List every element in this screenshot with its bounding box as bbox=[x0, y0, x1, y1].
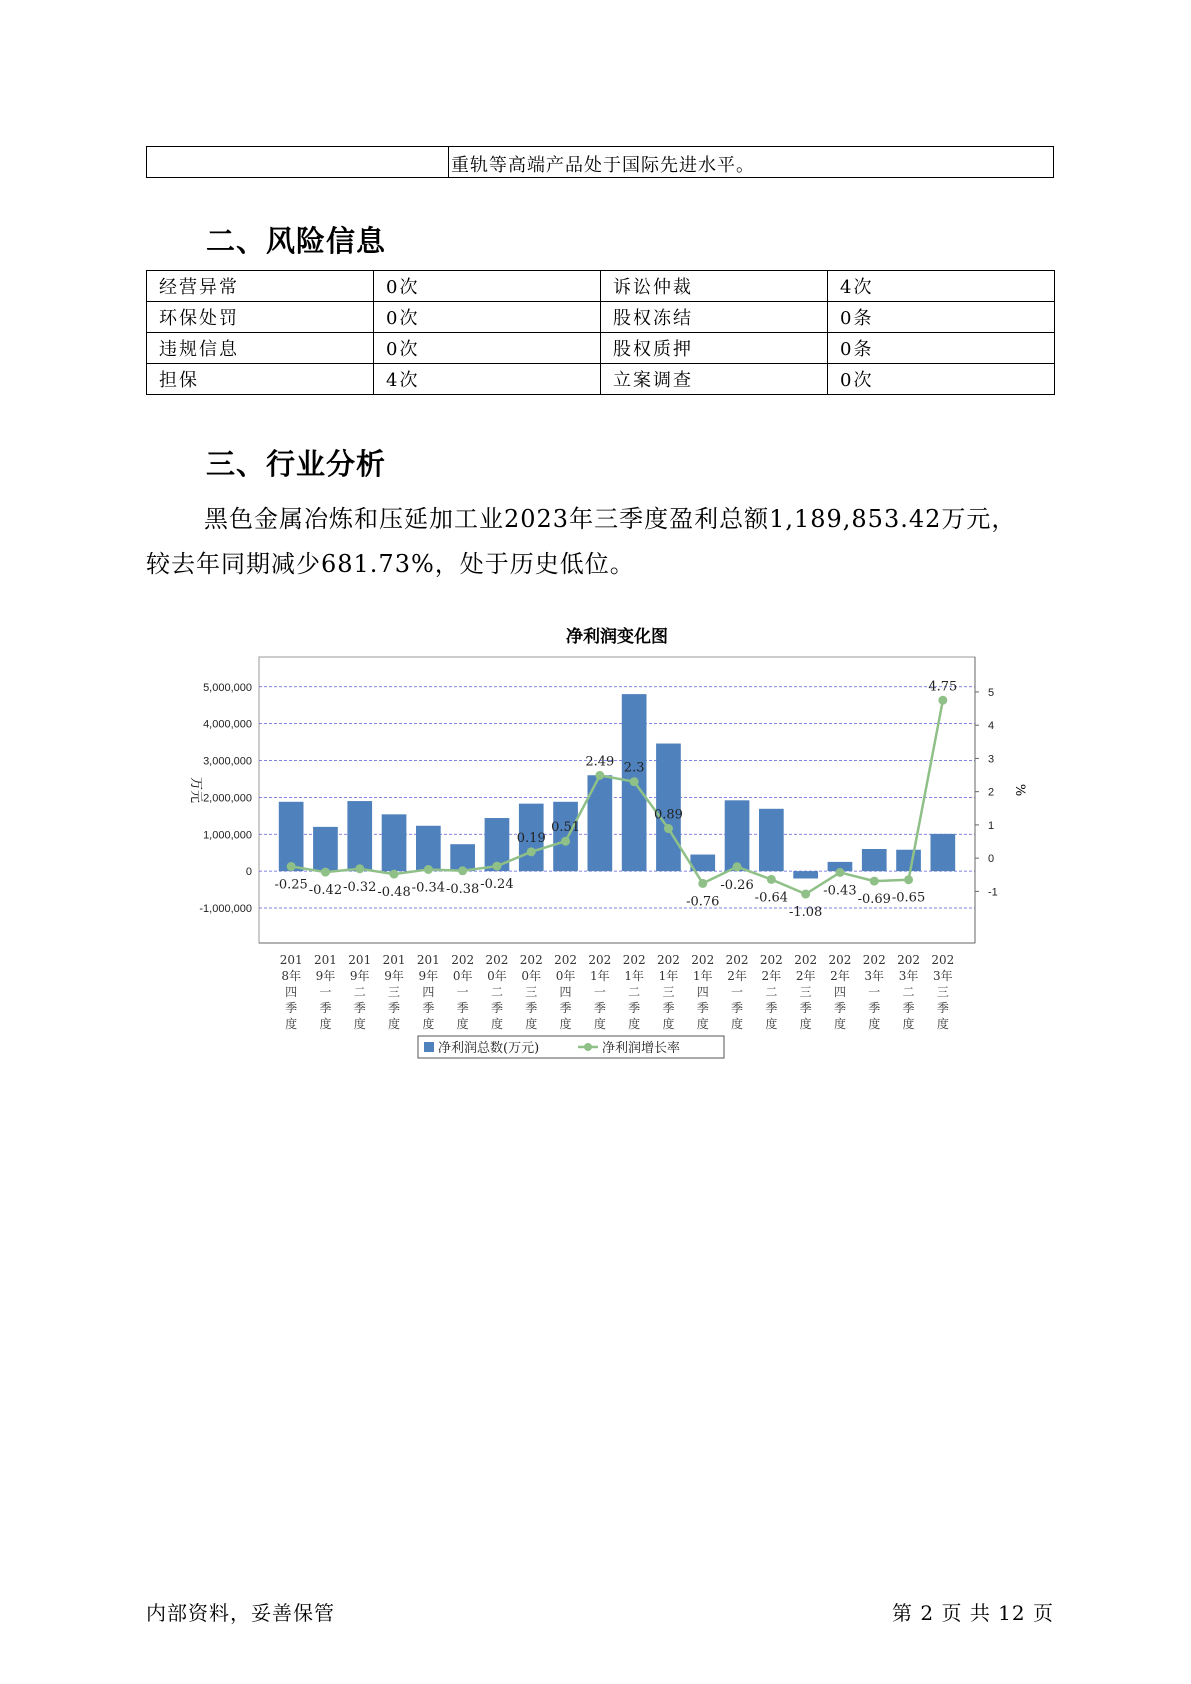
bar bbox=[313, 827, 338, 871]
x-tick-label: 202 bbox=[794, 953, 818, 967]
page-number: 第 2 页 共 12 页 bbox=[892, 1601, 1054, 1625]
x-tick-label: 0年 bbox=[452, 969, 473, 983]
x-tick-label: 202 bbox=[931, 953, 955, 967]
x-tick-label: 季 bbox=[731, 1001, 744, 1015]
x-tick-label: 四 bbox=[285, 985, 298, 999]
x-tick-label: 9年 bbox=[349, 969, 370, 983]
x-tick-label: 度 bbox=[422, 1017, 435, 1031]
risk-label-cell: 违规信息 bbox=[147, 333, 374, 364]
x-tick-label: 2年 bbox=[727, 969, 747, 983]
x-tick-label: 季 bbox=[662, 1001, 675, 1015]
x-tick-label: 202 bbox=[554, 953, 578, 967]
x-tick-label: 202 bbox=[725, 953, 749, 967]
data-label: -0.34 bbox=[411, 880, 446, 896]
x-tick-label: 三 bbox=[799, 985, 812, 999]
x-tick-label: 202 bbox=[759, 953, 783, 967]
data-label: -0.42 bbox=[308, 883, 343, 899]
x-tick-label: 季 bbox=[765, 1001, 778, 1015]
x-tick-label: 季 bbox=[936, 1001, 949, 1015]
x-tick-label: 季 bbox=[422, 1001, 435, 1015]
table-row bbox=[147, 302, 1055, 333]
net-profit-chart bbox=[180, 612, 1027, 1072]
x-tick-label: 8年 bbox=[281, 969, 301, 983]
top-table bbox=[146, 146, 1054, 178]
x-tick-label: 202 bbox=[519, 953, 543, 967]
y2-tick-label: 3 bbox=[988, 753, 995, 766]
data-label: -0.43 bbox=[823, 883, 857, 899]
data-label: -0.64 bbox=[754, 890, 789, 906]
data-label: 0.51 bbox=[551, 820, 581, 836]
x-tick-label: 二 bbox=[765, 985, 778, 999]
data-label: -0.48 bbox=[377, 885, 411, 901]
x-tick-label: 度 bbox=[628, 1017, 641, 1031]
growth-rate-point bbox=[424, 865, 433, 874]
y-tick-label: 5,000,000 bbox=[203, 681, 252, 694]
x-tick-label: 202 bbox=[862, 953, 886, 967]
growth-rate-point bbox=[321, 868, 330, 877]
x-tick-label: 度 bbox=[456, 1017, 469, 1031]
y-axis-label: 万元 bbox=[188, 776, 203, 804]
data-label: 0.89 bbox=[653, 807, 683, 823]
x-tick-label: 度 bbox=[319, 1017, 332, 1031]
x-tick-label: 3年 bbox=[864, 969, 885, 983]
x-tick-label: 1年 bbox=[692, 969, 713, 983]
x-tick-label: 0年 bbox=[487, 969, 507, 983]
growth-rate-point bbox=[287, 862, 296, 871]
bar bbox=[416, 826, 441, 871]
x-tick-label: 季 bbox=[833, 1001, 846, 1015]
x-tick-label: 四 bbox=[422, 985, 435, 999]
x-tick-label: 202 bbox=[828, 953, 852, 967]
x-tick-label: 季 bbox=[799, 1001, 812, 1015]
x-tick-label: 度 bbox=[662, 1017, 675, 1031]
risk-value-cell: 0次 bbox=[374, 302, 601, 333]
data-label: -0.25 bbox=[274, 877, 308, 893]
x-tick-label: 2年 bbox=[830, 969, 850, 983]
data-label: 0.19 bbox=[516, 830, 546, 846]
x-tick-label: 季 bbox=[319, 1001, 332, 1015]
risk-value-cell: 4次 bbox=[374, 364, 601, 395]
x-tick-label: 202 bbox=[588, 953, 612, 967]
bar bbox=[862, 849, 887, 871]
x-tick-label: 度 bbox=[936, 1017, 949, 1031]
y2-tick-label: 4 bbox=[988, 720, 995, 733]
x-tick-label: 202 bbox=[485, 953, 509, 967]
x-tick-label: 9年 bbox=[418, 969, 439, 983]
x-tick-label: 二 bbox=[902, 985, 915, 999]
table-row bbox=[147, 271, 1055, 302]
data-label: -0.76 bbox=[686, 894, 720, 910]
x-tick-label: 三 bbox=[388, 985, 401, 999]
growth-rate-point bbox=[355, 864, 364, 873]
x-tick-label: 201 bbox=[313, 953, 337, 967]
growth-rate-point bbox=[733, 862, 742, 871]
section-heading-risk: 二、风险信息 bbox=[206, 224, 387, 258]
x-tick-label: 季 bbox=[593, 1001, 606, 1015]
x-tick-label: 季 bbox=[490, 1001, 503, 1015]
y-tick-label: 4,000,000 bbox=[203, 718, 252, 731]
x-tick-label: 度 bbox=[593, 1017, 606, 1031]
growth-rate-point bbox=[527, 847, 536, 856]
risk-label-cell: 环保处罚 bbox=[147, 302, 374, 333]
bar bbox=[725, 800, 750, 871]
x-tick-label: 1年 bbox=[590, 969, 610, 983]
data-label: -0.38 bbox=[445, 881, 480, 897]
data-label: 4.75 bbox=[928, 679, 958, 695]
risk-value-cell: 0次 bbox=[374, 271, 601, 302]
data-label: -0.24 bbox=[480, 877, 514, 893]
x-tick-label: 201 bbox=[382, 953, 406, 967]
y2-axis-label: % bbox=[1012, 783, 1027, 797]
x-tick-label: 季 bbox=[353, 1001, 366, 1015]
x-tick-label: 0年 bbox=[521, 969, 542, 983]
x-tick-label: 季 bbox=[285, 1001, 298, 1015]
table-row bbox=[147, 333, 1055, 364]
x-tick-label: 三 bbox=[662, 985, 675, 999]
legend-line-marker bbox=[584, 1043, 592, 1051]
x-tick-label: 度 bbox=[902, 1017, 915, 1031]
x-tick-label: 一 bbox=[319, 985, 332, 999]
y-tick-label: 3,000,000 bbox=[203, 755, 252, 768]
x-tick-label: 度 bbox=[868, 1017, 881, 1031]
growth-rate-point bbox=[870, 877, 879, 886]
growth-rate-point bbox=[458, 866, 467, 875]
data-label: 2.3 bbox=[623, 760, 645, 776]
x-tick-label: 度 bbox=[765, 1017, 778, 1031]
growth-rate-point bbox=[938, 696, 947, 705]
x-tick-label: 度 bbox=[799, 1017, 812, 1031]
growth-rate-point bbox=[904, 875, 913, 884]
risk-value-cell: 0次 bbox=[828, 364, 1055, 395]
y2-tick-label: 5 bbox=[988, 686, 995, 699]
risk-value-cell: 0条 bbox=[828, 302, 1055, 333]
x-tick-label: 2年 bbox=[761, 969, 782, 983]
x-tick-label: 四 bbox=[559, 985, 572, 999]
risk-label-cell: 立案调查 bbox=[601, 364, 828, 395]
x-tick-label: 202 bbox=[897, 953, 921, 967]
risk-label-cell: 担保 bbox=[147, 364, 374, 395]
analysis-paragraph-line-2: 较去年同期减少681.73%，处于历史低位。 bbox=[146, 550, 635, 578]
x-tick-label: 三 bbox=[525, 985, 538, 999]
data-label: 2.49 bbox=[585, 754, 615, 770]
y2-tick-label: 2 bbox=[988, 786, 995, 799]
x-tick-label: 201 bbox=[348, 953, 372, 967]
x-tick-label: 0年 bbox=[555, 969, 576, 983]
table-row bbox=[147, 364, 1055, 395]
risk-value-cell: 0次 bbox=[374, 333, 601, 364]
x-tick-label: 度 bbox=[731, 1017, 744, 1031]
x-tick-label: 3年 bbox=[898, 969, 919, 983]
legend-line-label: 净利润增长率 bbox=[602, 1041, 681, 1056]
growth-rate-point bbox=[595, 771, 604, 780]
x-tick-label: 度 bbox=[525, 1017, 538, 1031]
risk-value-cell: 0条 bbox=[828, 333, 1055, 364]
bar bbox=[896, 850, 921, 871]
growth-rate-point bbox=[390, 870, 399, 879]
data-label: -0.65 bbox=[891, 890, 926, 906]
y-tick-label: 0 bbox=[245, 866, 252, 879]
x-tick-label: 四 bbox=[833, 985, 846, 999]
bar bbox=[551, 802, 581, 871]
growth-rate-point bbox=[767, 875, 776, 884]
x-tick-label: 201 bbox=[416, 953, 440, 967]
x-tick-label: 三 bbox=[936, 985, 949, 999]
y-tick-label: 2,000,000 bbox=[203, 792, 252, 805]
table-divider bbox=[448, 147, 449, 177]
analysis-paragraph-line-1: 黑色金属冶炼和压延加工业2023年三季度盈利总额1,189,853.42万元， bbox=[204, 505, 1017, 533]
x-tick-label: 3年 bbox=[933, 969, 953, 983]
bar bbox=[931, 834, 956, 871]
growth-rate-point bbox=[835, 868, 844, 877]
risk-label-cell: 诉讼仲裁 bbox=[601, 271, 828, 302]
x-tick-label: 季 bbox=[525, 1001, 538, 1015]
x-tick-label: 一 bbox=[456, 985, 469, 999]
legend-bar-swatch bbox=[424, 1042, 434, 1052]
growth-rate-point bbox=[492, 862, 501, 871]
x-tick-label: 201 bbox=[279, 953, 303, 967]
x-tick-label: 202 bbox=[451, 953, 475, 967]
y2-tick-label: -1 bbox=[988, 886, 998, 899]
y-tick-label: -1,000,000 bbox=[199, 903, 252, 915]
x-tick-label: 202 bbox=[622, 953, 646, 967]
risk-value-cell: 4次 bbox=[828, 271, 1055, 302]
bar bbox=[347, 801, 372, 871]
growth-rate-point bbox=[664, 824, 673, 833]
chart-title: 净利润变化图 bbox=[566, 627, 668, 647]
growth-rate-point bbox=[630, 777, 639, 786]
x-tick-label: 季 bbox=[456, 1001, 469, 1015]
growth-rate-point bbox=[698, 879, 707, 888]
bar bbox=[279, 802, 304, 871]
chart-svg bbox=[180, 612, 1027, 1072]
x-tick-label: 二 bbox=[490, 985, 503, 999]
x-tick-label: 9年 bbox=[384, 969, 404, 983]
risk-table bbox=[146, 270, 1055, 395]
x-tick-label: 一 bbox=[868, 985, 881, 999]
risk-label-cell: 股权冻结 bbox=[601, 302, 828, 333]
y2-tick-label: 1 bbox=[988, 819, 995, 832]
x-tick-label: 四 bbox=[696, 985, 709, 999]
x-tick-label: 度 bbox=[353, 1017, 366, 1031]
x-tick-label: 1年 bbox=[658, 969, 679, 983]
y2-tick-label: 0 bbox=[988, 853, 995, 866]
x-tick-label: 202 bbox=[691, 953, 715, 967]
bar bbox=[793, 871, 818, 878]
x-tick-label: 一 bbox=[593, 985, 606, 999]
growth-rate-point bbox=[801, 890, 810, 899]
data-label: -0.32 bbox=[343, 879, 377, 895]
x-tick-label: 季 bbox=[868, 1001, 881, 1015]
bar bbox=[382, 814, 407, 871]
y-tick-label: 1,000,000 bbox=[203, 829, 252, 842]
x-tick-label: 度 bbox=[559, 1017, 572, 1031]
data-label: -0.26 bbox=[720, 877, 754, 893]
risk-label-cell: 经营异常 bbox=[147, 271, 374, 302]
x-tick-label: 季 bbox=[696, 1001, 709, 1015]
growth-rate-point bbox=[561, 837, 570, 846]
footer-left: 内部资料，妥善保管 bbox=[146, 1601, 335, 1625]
x-tick-label: 度 bbox=[833, 1017, 846, 1031]
bar bbox=[759, 809, 784, 871]
x-tick-label: 1年 bbox=[624, 969, 644, 983]
x-tick-label: 季 bbox=[628, 1001, 641, 1015]
risk-label-cell: 股权质押 bbox=[601, 333, 828, 364]
section-heading-industry: 三、行业分析 bbox=[206, 447, 387, 481]
legend-bar-label: 净利润总数(万元) bbox=[438, 1041, 540, 1056]
x-tick-label: 度 bbox=[490, 1017, 503, 1031]
x-tick-label: 2年 bbox=[795, 969, 816, 983]
x-tick-label: 季 bbox=[388, 1001, 401, 1015]
x-tick-label: 度 bbox=[285, 1017, 298, 1031]
x-tick-label: 度 bbox=[696, 1017, 709, 1031]
x-tick-label: 202 bbox=[656, 953, 680, 967]
x-tick-label: 9年 bbox=[315, 969, 336, 983]
x-tick-label: 二 bbox=[628, 985, 641, 999]
x-tick-label: 二 bbox=[353, 985, 366, 999]
x-tick-label: 度 bbox=[388, 1017, 401, 1031]
data-label: -0.69 bbox=[857, 892, 891, 908]
data-label: -1.08 bbox=[788, 905, 823, 921]
x-tick-label: 季 bbox=[559, 1001, 572, 1015]
x-tick-label: 一 bbox=[731, 985, 744, 999]
x-tick-label: 季 bbox=[902, 1001, 915, 1015]
table-cell-text: 重轨等高端产品处于国际先进水平。 bbox=[451, 155, 755, 176]
